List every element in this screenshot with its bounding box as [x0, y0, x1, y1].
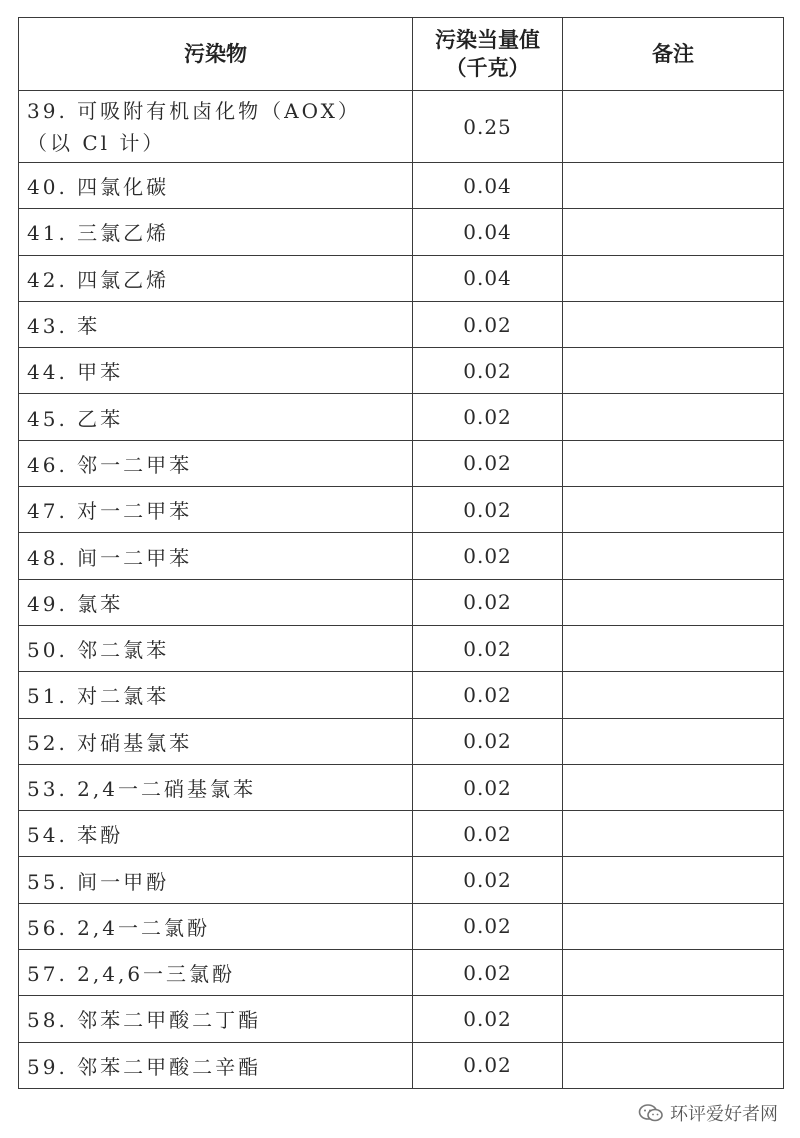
remark-cell — [563, 348, 784, 394]
table-row — [19, 950, 784, 996]
table-row — [19, 163, 784, 209]
pollutant-name-cell — [19, 1042, 413, 1088]
table-row — [19, 348, 784, 394]
pollutant-name-cell — [19, 487, 413, 533]
watermark — [636, 1100, 780, 1126]
remark-cell — [563, 301, 784, 347]
pollutant-name-cell — [19, 625, 413, 671]
equivalent-value-cell: 0.02 — [413, 1042, 563, 1088]
pollutant-name-cell — [19, 440, 413, 486]
equivalent-value-cell: 0.02 — [413, 996, 563, 1042]
remark-cell — [563, 718, 784, 764]
pollutant-name: 40. 四氯化碳 — [27, 175, 170, 200]
pollutant-name-cell — [19, 903, 413, 949]
pollutant-name-cell — [19, 579, 413, 625]
watermark-text: 环评爱好者网 — [670, 1104, 778, 1125]
equivalent-value-cell: 0.02 — [413, 672, 563, 718]
pollutant-name: 47. 对一二甲苯 — [27, 499, 193, 524]
pollutant-name: 49. 氯苯 — [27, 591, 124, 616]
table-row — [19, 301, 784, 347]
pollutant-name: 55. 间一甲酚 — [27, 869, 170, 894]
pollutant-name: 42. 四氯乙烯 — [27, 267, 170, 292]
table-row — [19, 1042, 784, 1088]
equivalent-value-cell: 0.02 — [413, 533, 563, 579]
wechat-icon — [638, 1103, 664, 1123]
pollutant-name: 57. 2,4,6一三氯酚 — [27, 962, 236, 987]
pollutant-name: 41. 三氯乙烯 — [27, 221, 170, 246]
pollutant-name: 48. 间一二甲苯 — [27, 545, 193, 570]
header-equivalent-value — [413, 18, 563, 91]
table-row — [19, 672, 784, 718]
remark-cell — [563, 255, 784, 301]
pollutant-name: 50. 邻二氯苯 — [27, 638, 170, 663]
table-row — [19, 857, 784, 903]
table-row — [19, 811, 784, 857]
equivalent-value-cell: 0.04 — [413, 163, 563, 209]
pollutant-name: 44. 甲苯 — [27, 360, 124, 385]
table-row — [19, 487, 784, 533]
remark-cell — [563, 1042, 784, 1088]
pollutant-name-cell — [19, 672, 413, 718]
remark-cell — [563, 672, 784, 718]
pollutant-name-cell — [19, 996, 413, 1042]
remark-cell — [563, 579, 784, 625]
equivalent-value-cell: 0.02 — [413, 625, 563, 671]
table-row — [19, 91, 784, 163]
pollutant-name-note: （以 Cl 计） — [27, 130, 166, 155]
pollutant-name-cell — [19, 811, 413, 857]
remark-cell — [563, 394, 784, 440]
pollutant-name: 39. 可吸附有机卤化物（AOX） — [27, 98, 361, 123]
pollutant-equivalent-table — [18, 17, 784, 1089]
pollutant-name: 54. 苯酚 — [27, 823, 124, 848]
pollutant-name-cell — [19, 301, 413, 347]
pollutant-name: 51. 对二氯苯 — [27, 684, 170, 709]
equivalent-value-cell: 0.02 — [413, 301, 563, 347]
remark-cell — [563, 209, 784, 255]
remark-cell — [563, 857, 784, 903]
pollutant-name-cell — [19, 255, 413, 301]
table-row — [19, 996, 784, 1042]
remark-cell — [563, 903, 784, 949]
table-row — [19, 255, 784, 301]
equivalent-value-cell: 0.04 — [413, 255, 563, 301]
pollutant-name-cell — [19, 764, 413, 810]
table-row — [19, 579, 784, 625]
equivalent-value-cell: 0.02 — [413, 903, 563, 949]
equivalent-value-cell: 0.02 — [413, 811, 563, 857]
equivalent-value-cell: 0.02 — [413, 348, 563, 394]
pollutant-name: 52. 对硝基氯苯 — [27, 730, 193, 755]
equivalent-value-cell: 0.02 — [413, 718, 563, 764]
equivalent-value-cell: 0.02 — [413, 440, 563, 486]
pollutant-name: 45. 乙苯 — [27, 406, 124, 431]
header-equivalent-line2: （千克） — [445, 56, 530, 80]
equivalent-value-cell: 0.25 — [413, 91, 563, 163]
remark-cell — [563, 811, 784, 857]
pollutant-name: 53. 2,4一二硝基氯苯 — [27, 777, 256, 801]
pollutant-name-cell — [19, 348, 413, 394]
equivalent-value-cell: 0.02 — [413, 857, 563, 903]
pollutant-name: 56. 2,4一二氯酚 — [27, 915, 210, 940]
pollutant-name: 59. 邻苯二甲酸二辛酯 — [27, 1054, 262, 1079]
equivalent-value-cell: 0.02 — [413, 579, 563, 625]
table-header-row — [19, 18, 784, 91]
table-row — [19, 903, 784, 949]
header-remark: 备注 — [563, 18, 784, 91]
remark-cell — [563, 764, 784, 810]
remark-cell — [563, 487, 784, 533]
remark-cell — [563, 950, 784, 996]
equivalent-value-cell: 0.02 — [413, 764, 563, 810]
pollutant-name-cell — [19, 950, 413, 996]
pollutant-name-cell — [19, 718, 413, 764]
table-row — [19, 394, 784, 440]
remark-cell — [563, 440, 784, 486]
table-row — [19, 533, 784, 579]
pollutant-name-cell — [19, 857, 413, 903]
pollutant-name: 43. 苯 — [27, 314, 101, 339]
pollutant-name: 58. 邻苯二甲酸二丁酯 — [27, 1008, 262, 1033]
header-equivalent-line1: 污染当量值 — [435, 28, 540, 52]
equivalent-value-cell: 0.02 — [413, 394, 563, 440]
equivalent-value-cell: 0.02 — [413, 487, 563, 533]
equivalent-value-cell: 0.02 — [413, 950, 563, 996]
table-row — [19, 764, 784, 810]
table-row — [19, 440, 784, 486]
remark-cell — [563, 91, 784, 163]
pollutant-name-cell — [19, 533, 413, 579]
table-row — [19, 209, 784, 255]
pollutant-name-cell — [19, 163, 413, 209]
pollutant-name: 46. 邻一二甲苯 — [27, 452, 193, 477]
table-row — [19, 718, 784, 764]
remark-cell — [563, 996, 784, 1042]
pollutant-name-cell — [19, 91, 413, 163]
header-pollutant: 污染物 — [19, 18, 413, 91]
remark-cell — [563, 625, 784, 671]
table-row — [19, 625, 784, 671]
equivalent-value-cell: 0.04 — [413, 209, 563, 255]
pollutant-name-cell — [19, 209, 413, 255]
remark-cell — [563, 533, 784, 579]
pollutant-name-cell — [19, 394, 413, 440]
remark-cell — [563, 163, 784, 209]
